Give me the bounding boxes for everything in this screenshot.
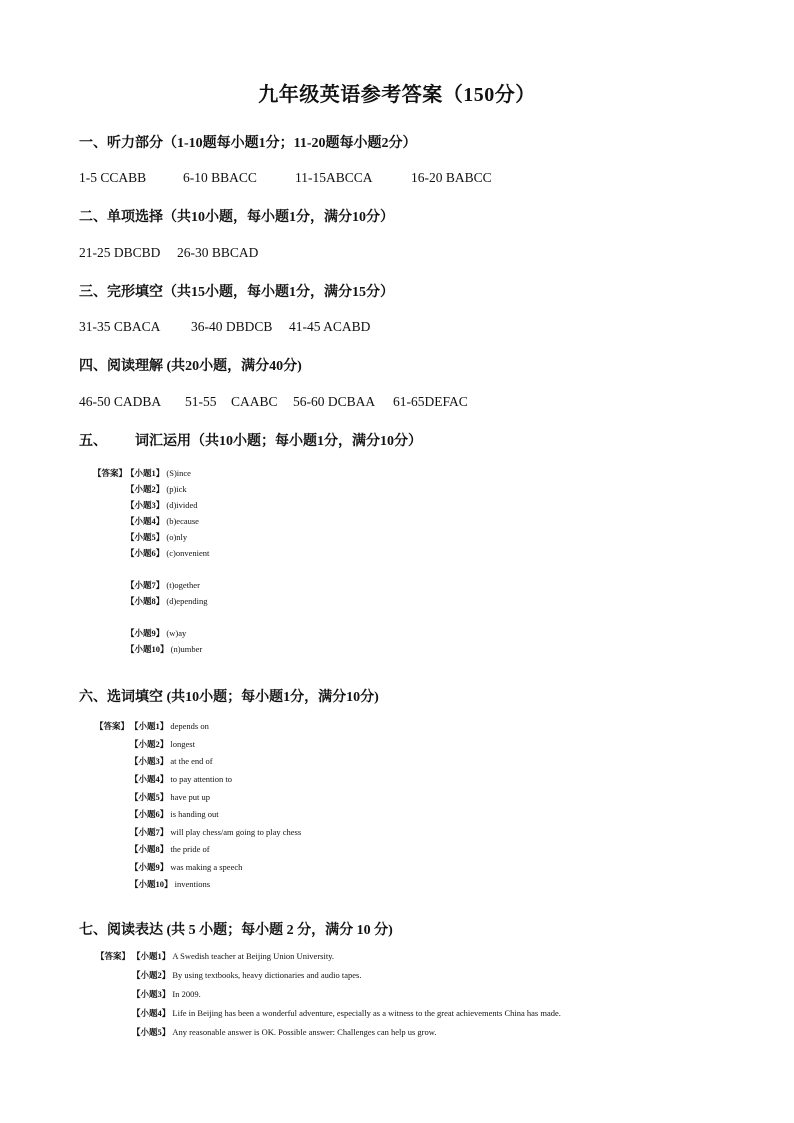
item-label: 【小题1】 (130, 721, 169, 731)
list-item (130, 720, 209, 732)
list-item (132, 950, 334, 962)
list-item (130, 878, 210, 890)
answer-tag: 【答案】 (96, 951, 131, 961)
item-value: A Swedish teacher at Beijing Union University. (172, 951, 335, 961)
item-value: was making a speech (170, 862, 243, 872)
item-label: 【小题2】 (126, 484, 165, 494)
item-label: 【小题4】 (132, 1008, 171, 1018)
list-item (132, 1026, 436, 1038)
answer-group: 46-50 CADBA (79, 394, 162, 409)
list-item (130, 808, 219, 820)
section-number: 五、 (79, 434, 107, 449)
item-value: (d)ivided (166, 500, 198, 510)
list-item (130, 843, 210, 855)
item-value: (d)epending (166, 596, 208, 606)
item-label: 【小题3】 (130, 756, 169, 766)
item-label: 【小题8】 (126, 596, 165, 606)
answer-row-reading (79, 394, 468, 410)
section-title: 词汇运用（共10小题；每小题1分，满分10分） (135, 434, 422, 449)
section-heading-vocabulary (79, 430, 422, 450)
item-value: In 2009. (172, 989, 201, 999)
answer-group: 1-5 CCABB (79, 170, 147, 185)
answer-tag: 【答案】 (95, 721, 130, 731)
item-label: 【小题1】 (132, 951, 171, 961)
item-value: (p)ick (166, 484, 187, 494)
item-label: 【小题10】 (126, 644, 169, 654)
list-item (126, 483, 187, 495)
item-label: 【小题5】 (132, 1027, 171, 1037)
answer-group: 21-25 DBCBD (79, 245, 161, 260)
section-heading-reading: 四、阅读理解 (共20小题，满分40分) (79, 359, 302, 374)
answer-tag: 【答案】 (93, 468, 128, 478)
answer-group: 11-15ABCCA (295, 170, 373, 185)
item-value: (n)umber (170, 644, 203, 654)
list-item (130, 755, 213, 767)
item-value: (w)ay (166, 628, 187, 638)
answer-group: 51-55 (185, 394, 217, 409)
answer-group: 41-45 ACABD (289, 319, 371, 334)
list-item (126, 515, 199, 527)
list-item (132, 969, 361, 981)
item-label: 【小题10】 (130, 879, 173, 889)
answer-group: 56-60 DCBAA (293, 394, 376, 409)
list-item (126, 531, 187, 543)
list-item (126, 595, 207, 607)
answer-row-multiple-choice (79, 245, 258, 261)
section-heading-cloze: 三、完形填空（共15小题，每小题1分，满分15分） (79, 285, 394, 300)
item-label: 【小题5】 (126, 532, 165, 542)
answer-group: 31-35 CBACA (79, 319, 161, 334)
item-value: (b)ecause (166, 516, 199, 526)
item-value: the pride of (170, 844, 210, 854)
item-label: 【小题6】 (130, 809, 169, 819)
item-value: to pay attention to (170, 774, 233, 784)
list-item (132, 1007, 561, 1019)
item-value: (S)ince (166, 468, 191, 478)
answer-group: 16-20 BABCC (411, 170, 492, 185)
item-value: By using textbooks, heavy dictionaries and audio tapes. (172, 970, 362, 980)
answer-group: 6-10 BBACC (183, 170, 257, 185)
item-label: 【小题7】 (126, 580, 165, 590)
list-item (130, 738, 195, 750)
answer-group: 36-40 DBDCB (191, 319, 273, 334)
item-value: will play chess/am going to play chess (170, 827, 302, 837)
answer-group: 61-65DEFAC (393, 394, 468, 409)
section-heading-word-fill: 六、选词填空 (共10小题；每小题1分，满分10分) (79, 690, 379, 705)
section-heading-multiple-choice: 二、单项选择（共10小题，每小题1分，满分10分） (79, 210, 394, 225)
list-item (126, 467, 191, 479)
item-label: 【小题2】 (130, 739, 169, 749)
list-item (126, 579, 200, 591)
section-heading-reading-expression: 七、阅读表达 (共 5 小题；每小题 2 分，满分 10 分) (79, 923, 393, 938)
item-label: 【小题9】 (130, 862, 169, 872)
item-label: 【小题5】 (130, 792, 169, 802)
item-value: Life in Beijing has been a wonderful adventure, especially as a witness to the great achievements China has made. (172, 1008, 561, 1018)
item-label: 【小题3】 (132, 989, 171, 999)
item-label: 【小题4】 (130, 774, 169, 784)
item-value: is handing out (170, 809, 219, 819)
answer-row-listening (79, 170, 492, 186)
list-item (126, 499, 198, 511)
item-label: 【小题6】 (126, 548, 165, 558)
list-item (126, 627, 186, 639)
answer-row-cloze (79, 319, 370, 335)
item-label: 【小题4】 (126, 516, 165, 526)
answer-group: 26-30 BBCAD (177, 245, 259, 260)
list-item (126, 643, 202, 655)
item-value: depends on (170, 721, 209, 731)
list-item (130, 861, 242, 873)
list-item (130, 791, 210, 803)
item-value: longest (170, 739, 195, 749)
list-item (132, 988, 201, 1000)
item-value: inventions (174, 879, 211, 889)
item-label: 【小题7】 (130, 827, 169, 837)
list-item (126, 547, 209, 559)
list-item (130, 773, 232, 785)
item-label: 【小题2】 (132, 970, 171, 980)
item-label: 【小题9】 (126, 628, 165, 638)
item-value: at the end of (170, 756, 213, 766)
page-title: 九年级英语参考答案（150分） (258, 84, 536, 106)
item-value: (t)ogether (166, 580, 200, 590)
item-label: 【小题1】 (126, 468, 165, 478)
answer-group: CAABC (231, 394, 278, 409)
item-value: (o)nly (166, 532, 188, 542)
item-value: Any reasonable answer is OK. Possible answer: Challenges can help us grow. (172, 1027, 437, 1037)
section-heading-listening: 一、听力部分（1-10题每小题1分；11-20题每小题2分） (79, 136, 417, 151)
list-item (130, 826, 301, 838)
item-value: (c)onvenient (166, 548, 210, 558)
item-label: 【小题8】 (130, 844, 169, 854)
item-value: have put up (170, 792, 211, 802)
item-label: 【小题3】 (126, 500, 165, 510)
